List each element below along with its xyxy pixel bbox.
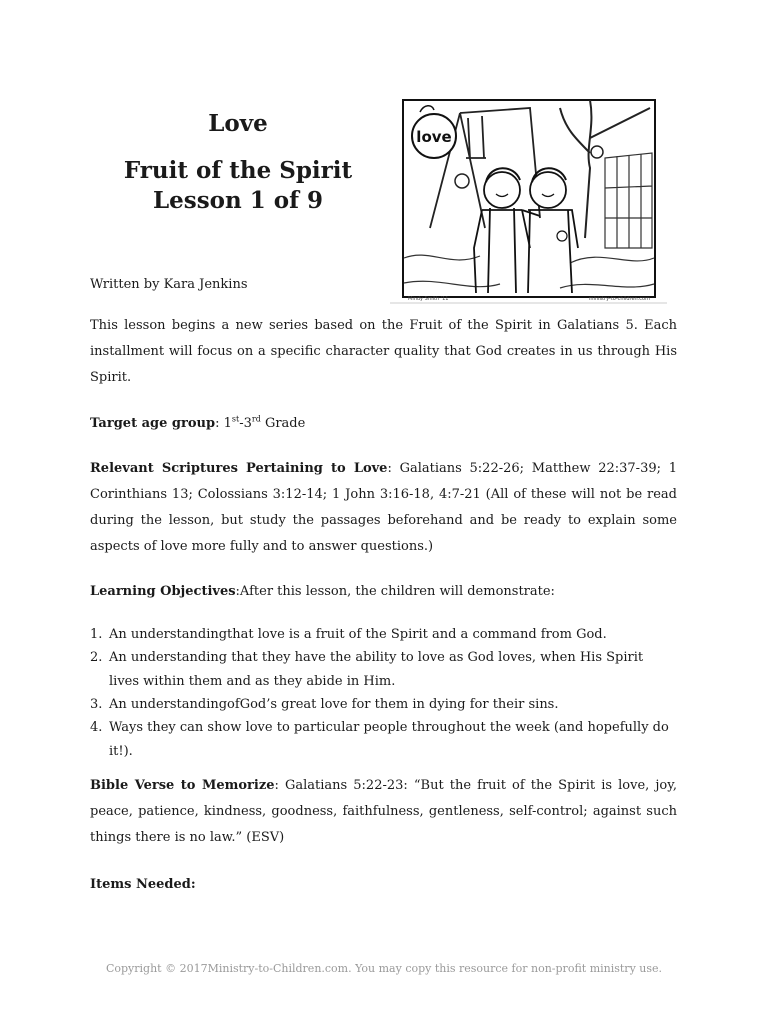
- list-item-number: 2.: [90, 650, 103, 665]
- love-badge-text: love: [416, 128, 452, 146]
- target-age-start-suffix: st: [231, 414, 240, 424]
- author-line: Written by Kara Jenkins: [90, 277, 248, 292]
- target-age-separator: :: [215, 416, 224, 431]
- list-item-number: 4.: [90, 720, 103, 735]
- list-item-text: An understandingthat love is a fruit of the Spirit and a command from God.: [109, 627, 607, 642]
- list-item: [90, 646, 677, 694]
- list-item: [90, 694, 677, 716]
- objectives-label: Learning Objectives: [90, 584, 236, 599]
- items-needed-separator: :: [190, 877, 196, 892]
- objectives-list: [90, 624, 677, 764]
- target-age-start: 1: [223, 416, 232, 431]
- target-age-line: [90, 411, 677, 437]
- memory-verse-paragraph: [90, 773, 677, 851]
- illustration-caption-site: ministry-to-children.com: [588, 296, 650, 302]
- list-item-text: An understanding that they have the ability to love as God loves, when His Spirit lives within them and as they abide in Him.: [109, 650, 644, 689]
- target-age-label: Target age group: [90, 416, 216, 431]
- intro-paragraph: This lesson begins a new series based on the Fruit of the Spirit in Galatians 5. Each installment will focus on a specific character quality that God creates in us through His Spirit.: [90, 318, 677, 385]
- list-item-number: 1.: [90, 627, 103, 642]
- target-age-end-suffix: rd: [251, 414, 261, 424]
- lesson-subtitle-series: Fruit of the Spirit: [123, 157, 353, 184]
- list-item: [90, 716, 677, 764]
- scriptures-paragraph: [90, 456, 677, 560]
- illustration-caption-artist: Mindy Smith '11: [408, 296, 449, 302]
- memory-verse-label: Bible Verse to Memorize: [90, 778, 275, 793]
- scriptures-text: : Galatians 5:22-26; Matthew 22:37-39; 1 Corinthians 13; Colossians 3:12-14; 1 John 3:16-18, 4:7-21 (All of these will not be read during the lesson, but study the passages beforehand and be ready to explain some aspects of love more fully and to answer questions.): [90, 461, 677, 554]
- memory-verse-text: : Galatians 5:22-23: “But the fruit of the Spirit is love, joy, peace, patience, kindness, goodness, faithfulness, gentleness, self-control; against such things there is no law.” (ESV): [90, 778, 677, 845]
- lesson-title: Love: [208, 110, 268, 137]
- list-item: [90, 624, 677, 646]
- title-block: [90, 110, 386, 216]
- objectives-text: :After this lesson, the children will demonstrate:: [235, 584, 555, 599]
- list-item-text: Ways they can show love to particular people throughout the week (and hopefully do it!).: [109, 720, 669, 759]
- items-needed-heading: [90, 872, 677, 898]
- list-item-text: An understandingofGod’s great love for them in dying for their sins.: [109, 697, 559, 712]
- target-age-dash: -: [239, 416, 244, 431]
- target-age-grade: Grade: [260, 416, 306, 431]
- list-item-number: 3.: [90, 697, 103, 712]
- scriptures-label: Relevant Scriptures Pertaining to Love: [90, 461, 388, 476]
- target-age-end: 3: [243, 416, 252, 431]
- lesson-subtitle-number: Lesson 1 of 9: [152, 187, 324, 214]
- items-needed-label: Items Needed: [90, 877, 191, 892]
- copyright-footer: Copyright © 2017Ministry-to-Children.com. You may copy this resource for non-profit ministry use.: [105, 962, 663, 975]
- objectives-intro: [90, 579, 677, 605]
